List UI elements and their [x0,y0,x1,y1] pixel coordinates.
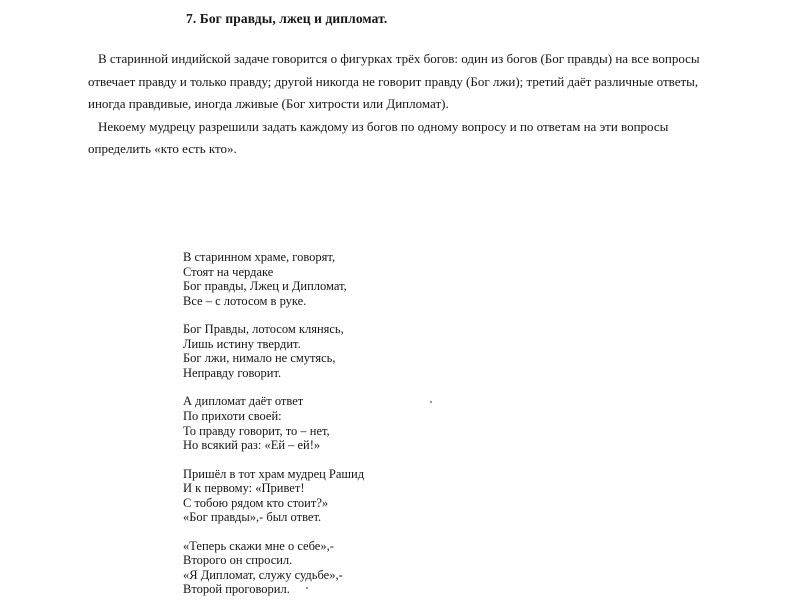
poem-line: А дипломат даёт ответ [183,394,304,409]
poem-line: И к первому: «Привет! [183,481,305,496]
poem-line: С тобою рядом кто стоит?» [183,495,329,510]
poem-line: Бог Правды, лотосом клянясь, [183,322,344,337]
poem-line: «Я Дипломат, служу судьбе»,- [183,567,343,582]
poem-line: Лишь истину твердит. [183,336,301,351]
poem-stanza-5 [183,539,503,597]
intro-paragraph-1: В старинной индийской задаче говорится о фигурках трёх богов: один из богов (Бог правды) на все вопросы отвечает правду и только правду; другой никогда не говорит правду (Бог лжи); третий даёт различные ответы, иногда правдивые, иногда лживые (Бог хитрости или Дипломат). [88,51,700,111]
poem-line: То правду говорит, то – нет, [183,423,330,438]
poem-line: Но всякий раз: «Ей – ей!» [183,438,321,453]
poem-line: Стоят на чердаке [183,264,274,279]
poem-line: Неправду говорит. [183,365,282,380]
poem-stanza-4 [183,467,503,525]
scan-speck [430,401,432,403]
poem-line: Второй проговорил. [183,582,290,597]
poem-line: Все – с лотосом в руке. [183,293,307,308]
document-title: 7. Бог правды, лжец и дипломат. [186,11,388,26]
poem-line: В старинном храме, говорят, [183,250,336,264]
poem-line: Бог лжи, нимало не смутясь, [183,351,336,366]
poem-line: «Теперь скажи мне о себе»,- [183,538,334,553]
poem-line: По прихоти своей: [183,408,282,423]
poem-stanza-2 [183,322,503,380]
poem [183,250,503,611]
poem-line: «Бог правды»,- был ответ. [183,510,322,525]
poem-stanza-3 [183,394,503,452]
intro-paragraph-2: Некоему мудрецу разрешили задать каждому из богов по одному вопросу и по ответам на эти вопросы определить «кто есть кто». [88,118,669,156]
poem-line: Пришёл в тот храм мудрец Рашид [183,466,365,481]
poem-stanza-1 [183,250,503,308]
intro-text [88,48,708,161]
scan-speck [306,587,308,589]
poem-line: Бог правды, Лжец и Дипломат, [183,279,347,294]
poem-line: Второго он спросил. [183,553,293,568]
